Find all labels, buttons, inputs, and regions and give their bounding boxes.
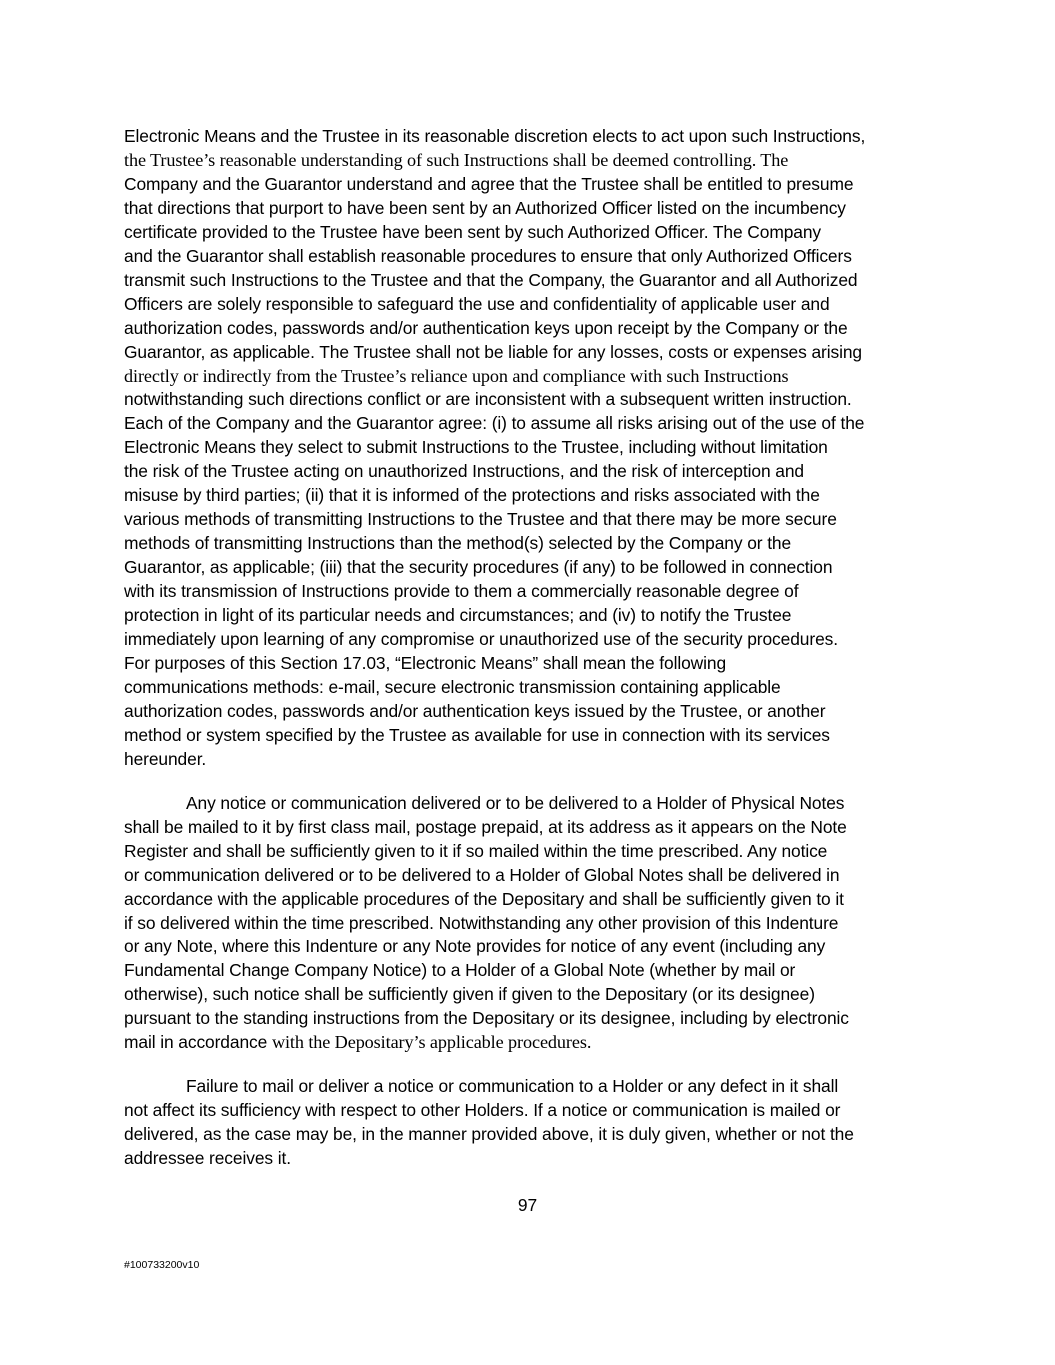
text-line: misuse by third parties; (ii) that it is informed of the protections and risks associated with the <box>124 485 820 506</box>
text-line: mail in accordance with the Depositary’s applicable procedures. <box>124 1032 592 1053</box>
text-line: pursuant to the standing instructions from the Depositary or its designee, including by electronic <box>124 1008 849 1029</box>
text-line: protection in light of its particular needs and circumstances; and (iv) to notify the Trustee <box>124 605 792 626</box>
text-line: hereunder. <box>124 748 207 769</box>
text-line: accordance with the applicable procedures of the Depositary and shall be sufficiently given to it <box>124 888 844 909</box>
document-id: #100733200v10 <box>124 1259 200 1271</box>
text-line: For purposes of this Section 17.03, “Electronic Means” shall mean the following <box>124 652 727 673</box>
text-line: transmit such Instructions to the Trustee and that the Company, the Guarantor and all Authorized <box>124 269 858 290</box>
text-line: methods of transmitting Instructions than the method(s) selected by the Company or the <box>124 533 792 554</box>
paragraph-notice-to-holders <box>124 792 934 1055</box>
text-line: method or system specified by the Trustee as available for use in connection with its services <box>124 724 830 745</box>
text-line: Register and shall be sufficiently given to it if so mailed within the time prescribed. Any notice <box>124 840 828 861</box>
text-line: Company and the Guarantor understand and agree that the Trustee shall be entitled to presume <box>124 173 854 194</box>
text-line: Each of the Company and the Guarantor agree: (i) to assume all risks arising out of the use of the <box>124 413 865 434</box>
text-line: not affect its sufficiency with respect to other Holders. If a notice or communication is mailed or <box>124 1100 841 1121</box>
text-line: if so delivered within the time prescribed. Notwithstanding any other provision of this Indenture <box>124 912 839 933</box>
text-line: certificate provided to the Trustee have been sent by such Authorized Officer. The Company <box>124 221 822 242</box>
text-line: Guarantor, as applicable; (iii) that the security procedures (if any) to be followed in connection <box>124 557 833 578</box>
text-line: Fundamental Change Company Notice) to a Holder of a Global Note (whether by mail or <box>124 960 796 981</box>
text-line: that directions that purport to have been sent by an Authorized Officer listed on the incumbency <box>124 197 846 218</box>
text-line: with its transmission of Instructions provide to them a commercially reasonable degree of <box>124 581 799 602</box>
text-line: notwithstanding such directions conflict or are inconsistent with a subsequent written instruction. <box>124 389 852 410</box>
text-line: communications methods: e-mail, secure electronic transmission containing applicable <box>124 676 781 697</box>
text-line: Guarantor, as applicable. The Trustee shall not be liable for any losses, costs or expenses arising <box>124 341 862 362</box>
text-line: Officers are solely responsible to safeguard the use and confidentiality of applicable user and <box>124 293 830 314</box>
text-line: otherwise), such notice shall be sufficiently given if given to the Depositary (or its designee) <box>124 984 815 1005</box>
text-line: Any notice or communication delivered or to be delivered to a Holder of Physical Notes <box>186 792 845 813</box>
text-line: and the Guarantor shall establish reasonable procedures to ensure that only Authorized Officers <box>124 245 852 266</box>
text-line: Electronic Means and the Trustee in its reasonable discretion elects to act upon such Instructions, <box>124 126 866 146</box>
text-line: addressee receives it. <box>124 1148 291 1169</box>
text-line: Electronic Means they select to submit Instructions to the Trustee, including without limitation <box>124 437 828 458</box>
paragraph-failure-to-mail <box>124 1075 934 1171</box>
page-number: 97 <box>517 1195 538 1215</box>
text-line: the risk of the Trustee acting on unauthorized Instructions, and the risk of interception and <box>124 461 804 482</box>
text-line: or any Note, where this Indenture or any Note provides for notice of any event (including any <box>124 936 826 957</box>
text-line: delivered, as the case may be, in the manner provided above, it is duly given, whether or not the <box>124 1124 854 1145</box>
paragraph-electronic-means <box>124 125 934 772</box>
text-line: immediately upon learning of any compromise or unauthorized use of the security procedures. <box>124 629 838 650</box>
text-line: various methods of transmitting Instructions to the Trustee and that there may be more secure <box>124 509 837 530</box>
text-line: directly or indirectly from the Trustee’s reliance upon and compliance with such Instructions <box>124 365 789 386</box>
text-line: Failure to mail or deliver a notice or communication to a Holder or any defect in it shall <box>186 1076 839 1097</box>
document-body <box>124 125 934 1191</box>
text-line: shall be mailed to it by first class mail, postage prepaid, at its address as it appears on the Note <box>124 816 847 837</box>
text-line: the Trustee’s reasonable understanding of such Instructions shall be deemed controlling. The <box>124 149 789 170</box>
text-line: authorization codes, passwords and/or authentication keys upon receipt by the Company or the <box>124 317 848 338</box>
text-line: authorization codes, passwords and/or authentication keys issued by the Trustee, or another <box>124 700 826 721</box>
text-line: or communication delivered or to be delivered to a Holder of Global Notes shall be delivered in <box>124 864 840 885</box>
